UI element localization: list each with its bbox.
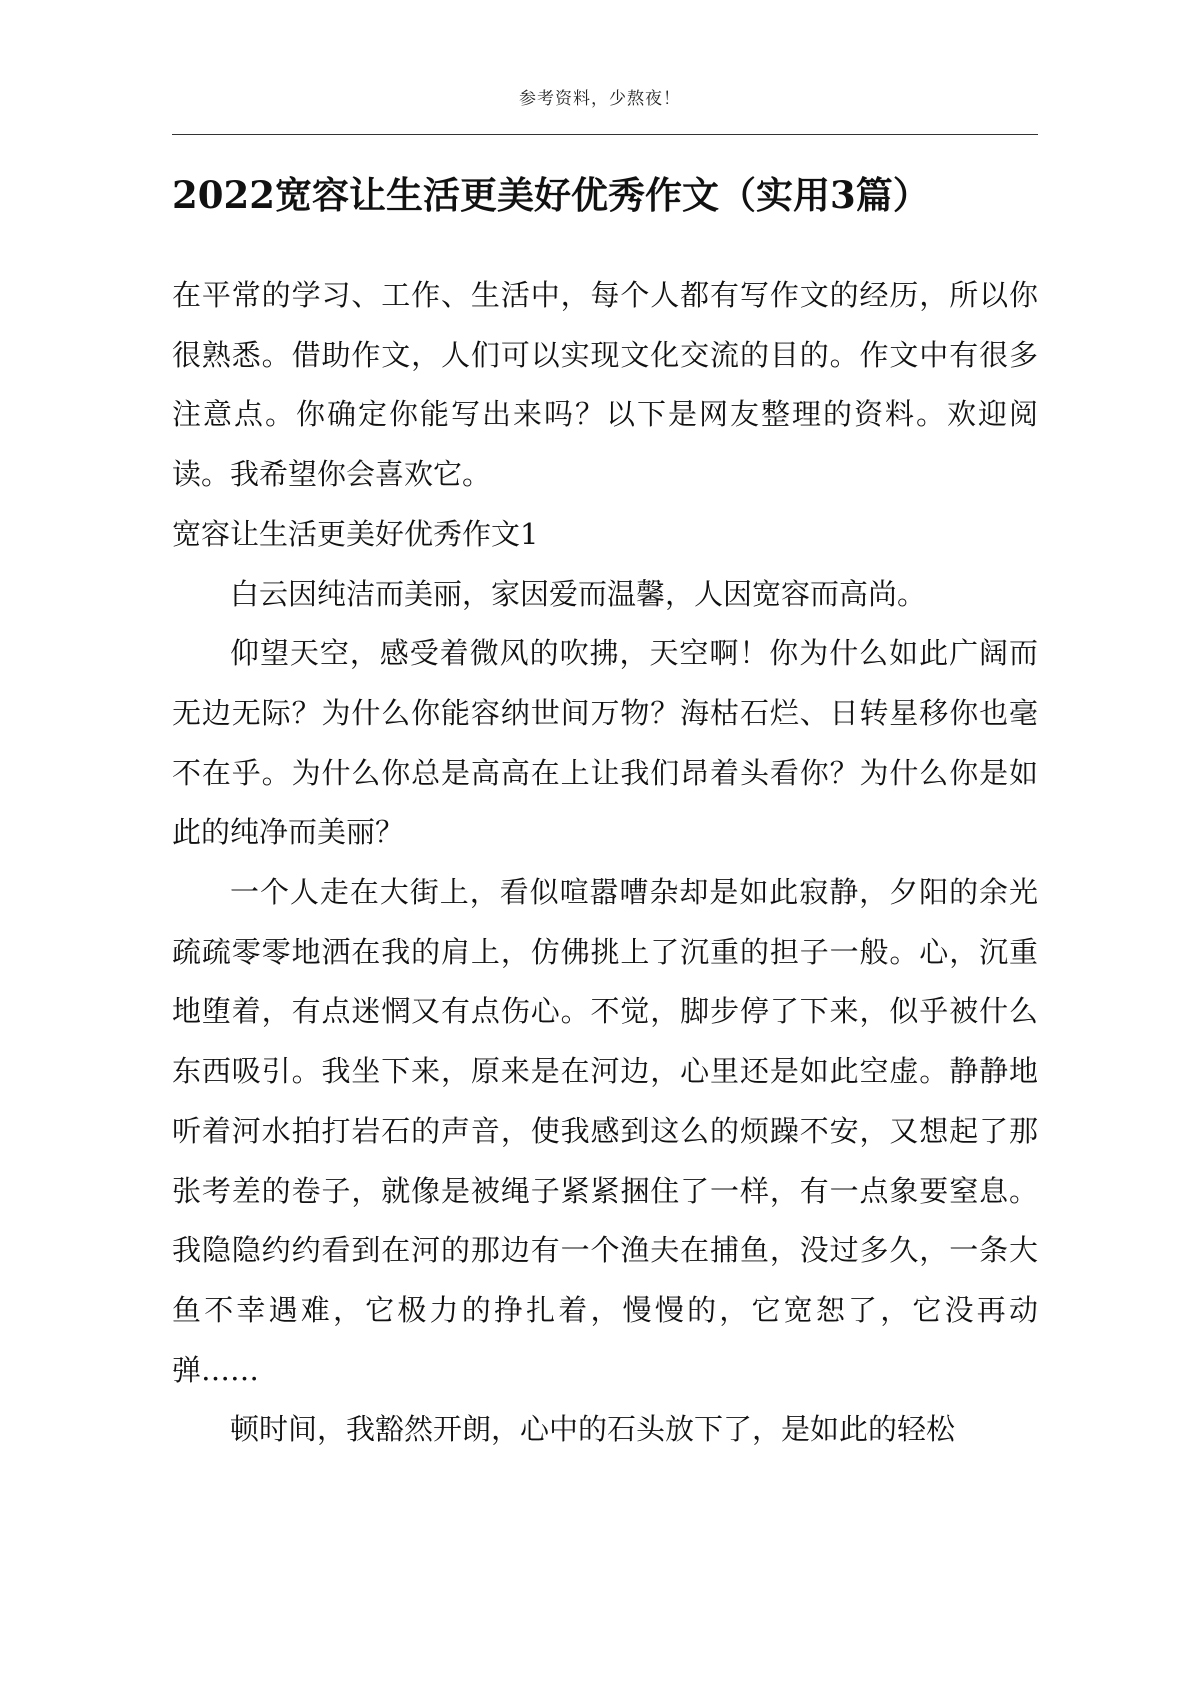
body-paragraph-1: 白云因纯洁而美丽，家因爱而温馨，人因宽容而高尚。 bbox=[230, 576, 927, 611]
body-paragraph-2: 仰望天空，感受着微风的吹拂，天空啊！你为什么如此广阔而无边无际？为什么你能容纳世间万物？海枯石烂、日转星移你也毫不在乎。为什么你总是高高在上让我们昂着头看你？为什么你是如此的纯净而美丽？ bbox=[172, 636, 1038, 850]
body-paragraph-3: 一个人走在大街上，看似喧嚣嘈杂却是如此寂静，夕阳的余光疏疏零零地洒在我的肩上，仿佛挑上了沉重的担子一般。心，沉重地堕着，有点迷惘又有点伤心。不觉，脚步停了下来，似乎被什么东西吸引。我坐下来，原来是在河边，心里还是如此空虚。静静地听着河水拍打岩石的声音，使我感到这么的烦躁不安，又想起了那张考差的卷子，就像是被绳子紧紧捆住了一样，有一点象要窒息。我隐隐约约看到在河的那边有一个渔夫在捕鱼，没过多久，一条大鱼不幸遇难，它极力的挣扎着，慢慢的，它宽恕了，它没再动弹…… bbox=[172, 875, 1038, 1387]
section-heading: 宽容让生活更美好优秀作文1 bbox=[172, 516, 539, 551]
body-paragraph-4: 顿时间，我豁然开朗，心中的石头放下了，是如此的轻松 bbox=[230, 1412, 956, 1447]
header-note: 参考资料，少熬夜！ bbox=[519, 89, 681, 109]
document-title: 2022宽容让生活更美好优秀作文（实用3篇） bbox=[172, 172, 930, 217]
intro-paragraph: 在平常的学习、工作、生活中，每个人都有写作文的经历，所以你很熟悉。借助作文，人们可以实现文化交流的目的。作文中有很多注意点。你确定你能写出来吗？以下是网友整理的资料。欢迎阅读。我希望你会喜欢它。 bbox=[172, 278, 1038, 492]
header-divider bbox=[172, 134, 1038, 135]
document-body bbox=[172, 266, 1038, 1460]
